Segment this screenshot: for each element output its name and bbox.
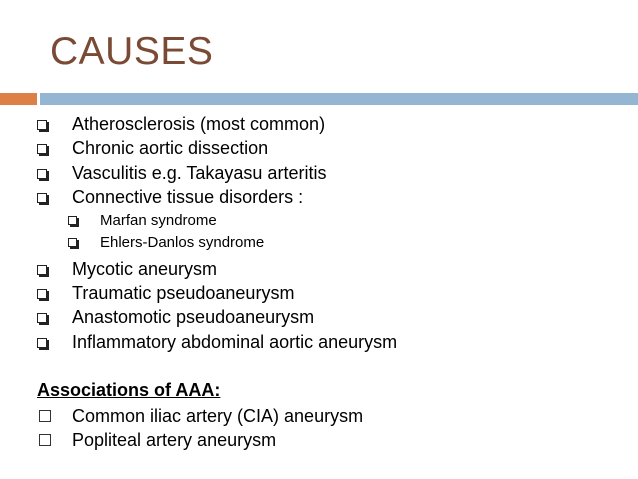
square-bullet-icon (37, 144, 47, 154)
list-item-text: Inflammatory abdominal aortic aneurysm (72, 332, 398, 352)
list-item-text: Chronic aortic dissection (72, 138, 269, 158)
square-bullet-icon (37, 313, 47, 323)
list-item-text: Atherosclerosis (most common) (72, 114, 326, 134)
square-bullet-icon (37, 193, 47, 203)
associations-heading: Associations of AAA: (37, 380, 221, 400)
sub-list-item-text: Ehlers-Danlos syndrome (100, 234, 265, 251)
slide-title: CAUSES (50, 30, 214, 73)
open-square-bullet-icon (39, 410, 51, 422)
square-bullet-icon (37, 120, 47, 130)
square-bullet-icon (37, 289, 47, 299)
title-accent-bar (0, 93, 37, 105)
square-bullet-icon (37, 265, 47, 275)
list-item-text: Connective tissue disorders : (72, 187, 304, 207)
square-bullet-icon (68, 238, 77, 247)
sub-list-item-text: Marfan syndrome (100, 212, 217, 229)
square-bullet-icon (68, 216, 77, 225)
title-divider-bar (40, 93, 638, 105)
list-item-text: Popliteal artery aneurysm (72, 430, 277, 450)
list-item-text: Vasculitis e.g. Takayasu arteritis (72, 163, 327, 183)
open-square-bullet-icon (39, 434, 51, 446)
list-item-text: Traumatic pseudoaneurysm (72, 283, 295, 303)
square-bullet-icon (37, 338, 47, 348)
list-item-text: Anastomotic pseudoaneurysm (72, 307, 315, 327)
list-item-text: Mycotic aneurysm (72, 259, 218, 279)
list-item-text: Common iliac artery (CIA) aneurysm (72, 406, 364, 426)
square-bullet-icon (37, 169, 47, 179)
